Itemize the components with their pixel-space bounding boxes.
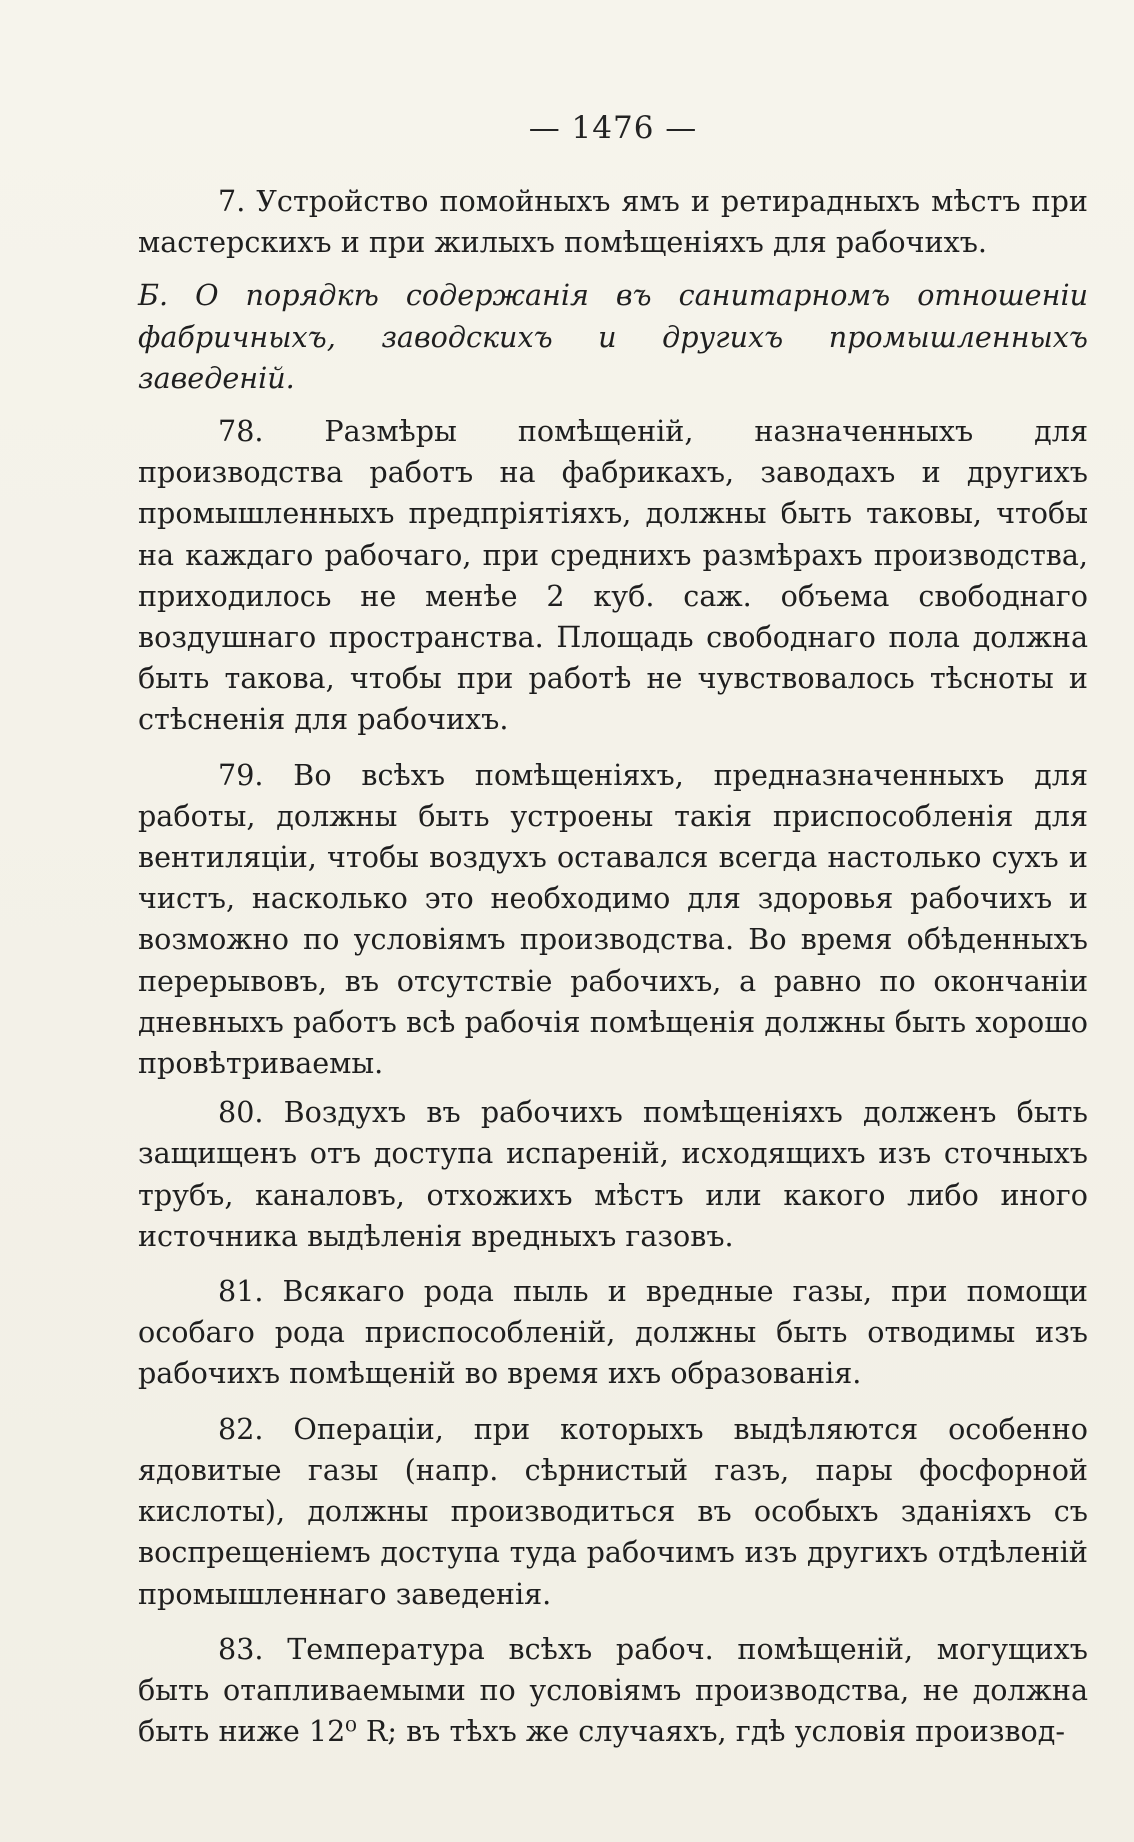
section-heading-b: Б. О порядкѣ содержанія въ санитарномъ отношеніи фабричныхъ, заводскихъ и другихъ промышленныхъ заведеній. <box>138 278 1088 395</box>
paragraph-82: 82. Операціи, при которыхъ выдѣляются особенно ядовитые газы (напр. сѣрнистый газъ, пары фосфорной кислоты), должны производиться въ особыхъ зданіяхъ съ воспрещеніемъ доступа туда рабочимъ изъ другихъ отдѣленій промышленнаго заведенія. <box>138 1411 1088 1611</box>
paragraph-83: 83. Температура всѣхъ рабоч. помѣщеній, могущихъ быть отапливаемыми по условіямъ производства, не должна быть ниже 12⁰ R; въ тѣхъ же случаяхъ, гдѣ условія производ- <box>138 1631 1088 1749</box>
paragraph-78: 78. Размѣры помѣщеній, назначенныхъ для производства работъ на фабрикахъ, заводахъ и другихъ промышленныхъ предпріятіяхъ, должны быть таковы, чтобы на каждаго рабочаго, при среднихъ размѣрахъ производства, приходилось не менѣе 2 куб. саж. объема свободнаго воздушнаго пространства. Площадь свободнаго пола должна быть такова, чтобы при работѣ не чувствовалось тѣсноты и стѣсненія для рабочихъ. <box>138 414 1088 737</box>
paragraph-81: 81. Всякаго рода пыль и вредные газы, при помощи особаго рода приспособленій, должны быть отводимы изъ рабочихъ помѣщеній во время ихъ образованія. <box>138 1274 1088 1391</box>
paragraph-7: 7. Устройство помойныхъ ямъ и ретирадныхъ мѣстъ при мастерскихъ и при жилыхъ помѣщеніяхъ для рабочихъ. <box>138 184 1088 260</box>
page-number: — 1476 — <box>528 110 698 146</box>
paragraph-80: 80. Воздухъ въ рабочихъ помѣщеніяхъ долженъ быть защищенъ отъ доступа испареній, исходящихъ изъ сточныхъ трубъ, каналовъ, отхожихъ мѣстъ или какого либо иного источника выдѣленія вредныхъ газовъ. <box>138 1095 1088 1253</box>
page-content <box>138 110 1088 1752</box>
paragraph-79: 79. Во всѣхъ помѣщеніяхъ, предназначенныхъ для работы, должны быть устроены такія приспособленія для вентиляціи, чтобы воздухъ оставался всегда настолько сухъ и чистъ, насколько это необходимо для здоровья рабочихъ и возможно по условіямъ производства. Во время обѣденныхъ перерывовъ, въ отсутствіе рабочихъ, а равно по окончаніи дневныхъ работъ всѣ рабочія помѣщенія должны быть хорошо провѣтриваемы. <box>138 757 1088 1081</box>
